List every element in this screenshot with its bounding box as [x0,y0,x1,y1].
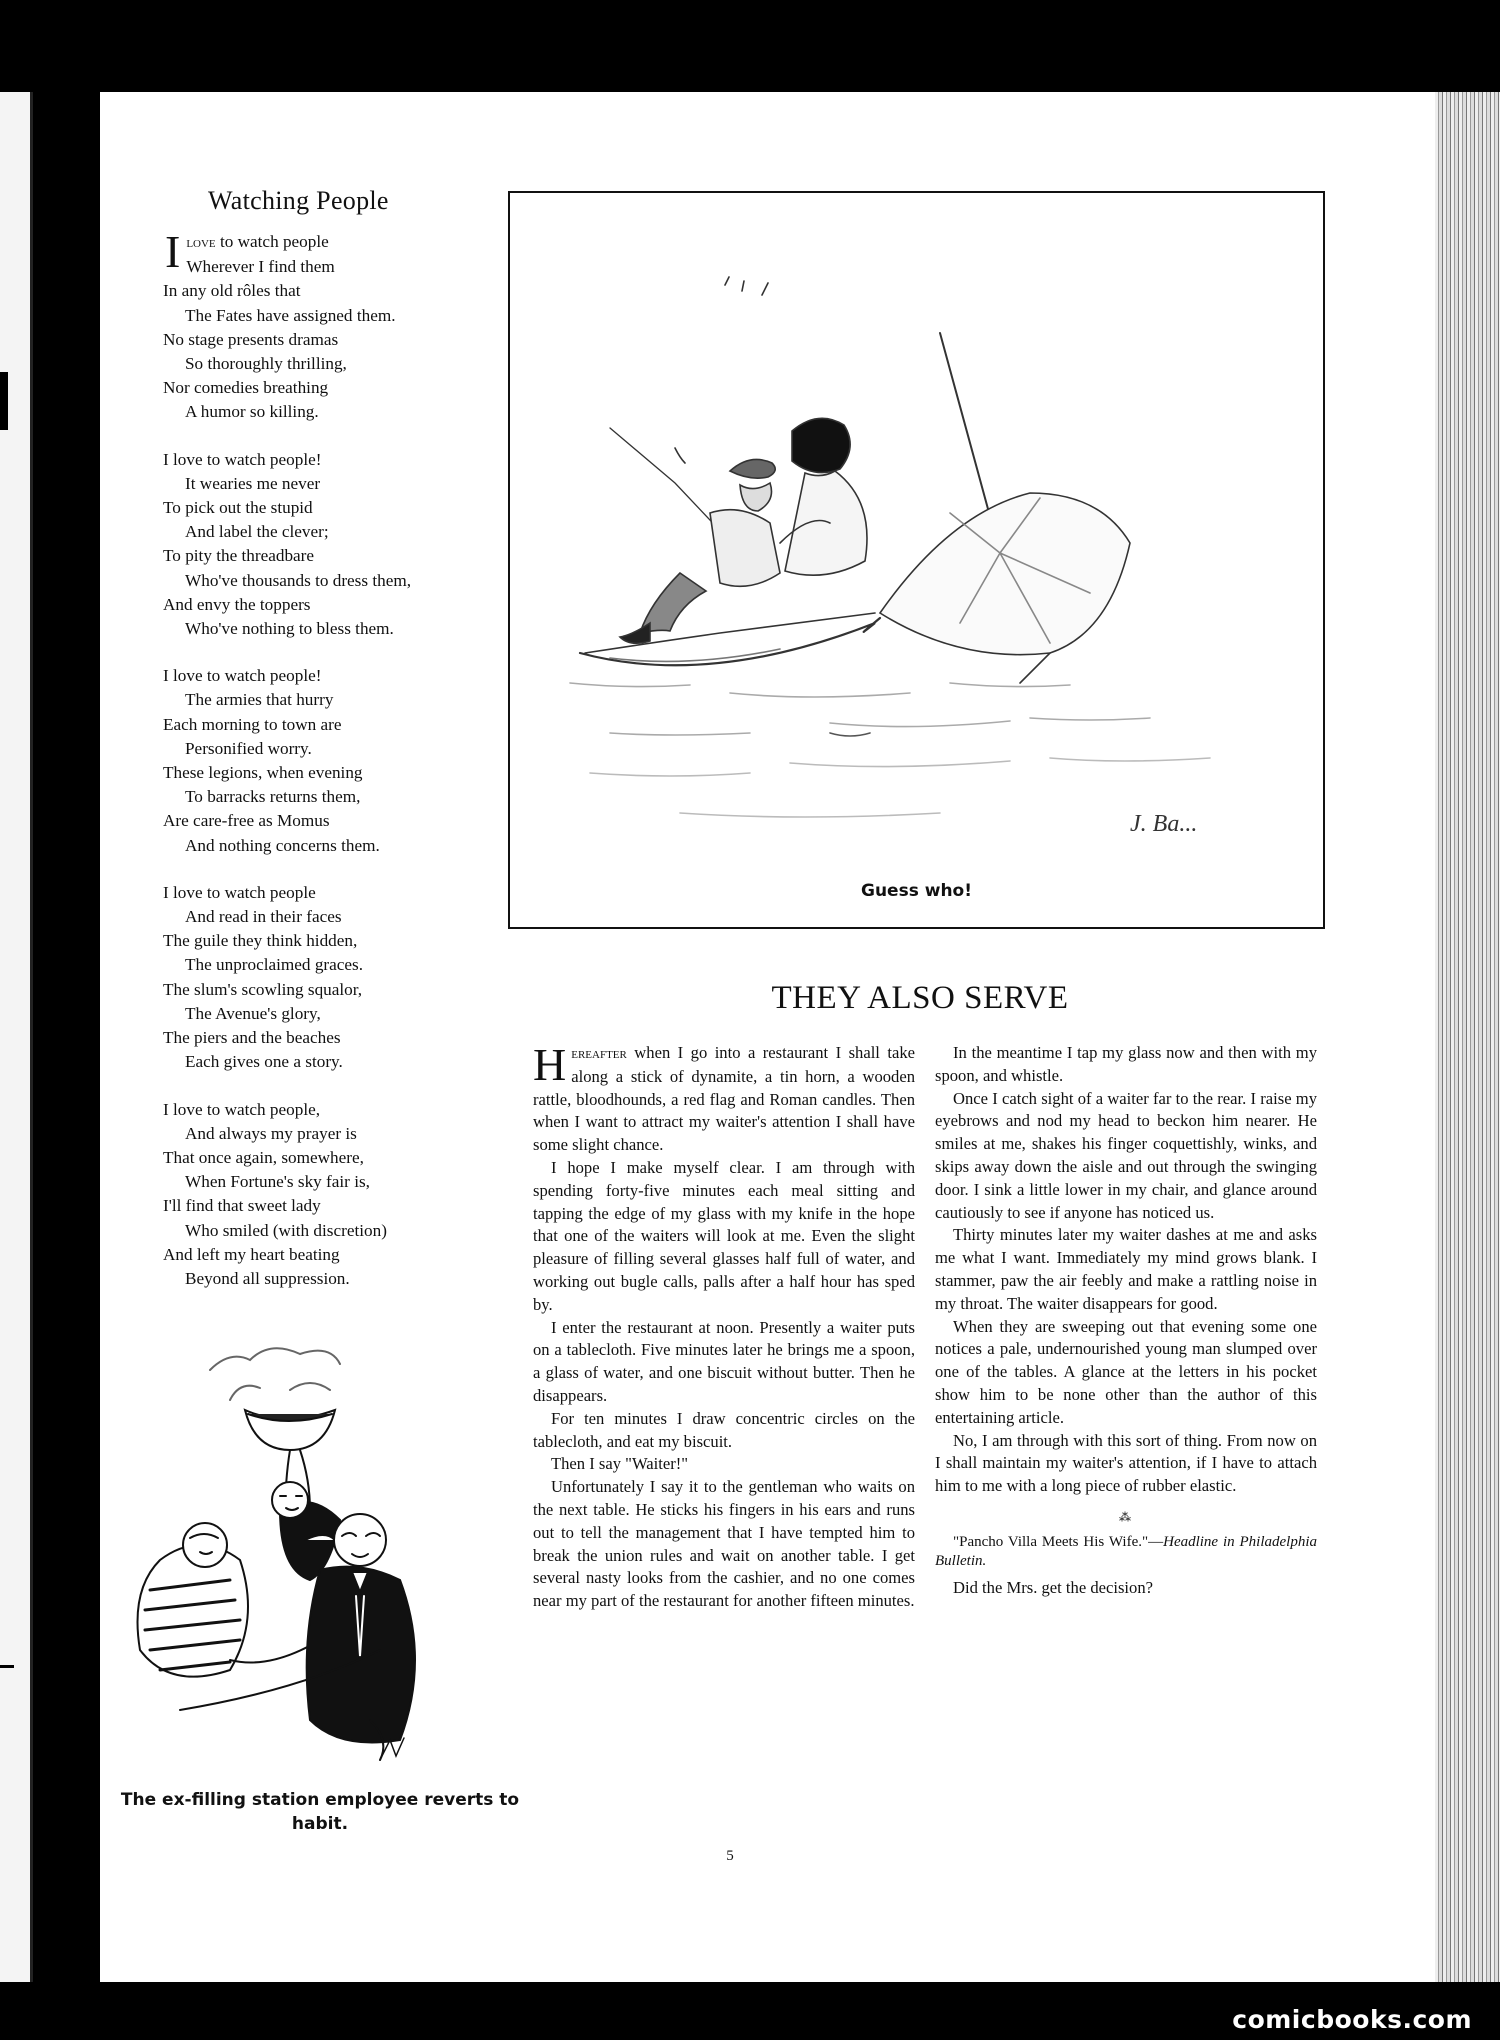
poem-drop-cap: I [165,226,181,277]
poem-line: And left my heart beating [163,1244,340,1264]
poem-line: Wherever I find them [186,257,335,277]
poem-line: Each morning to town are [163,714,342,734]
poem-stanza [163,664,508,858]
article-paragraph: For ten minutes I draw concentric circles on the tablecloth, and eat my biscuit. [533,1408,915,1451]
section-separator: ⁂ [1119,1509,1133,1524]
cartoon-caption: The ex-filling station employee reverts to habit. [120,1790,520,1834]
poem-line: And envy the toppers [163,594,311,614]
poem-line: I'll find that sweet lady [163,1196,321,1216]
article-paragraph-text: when I go into a restaurant I shall take along a stick of dynamite, a tin horn, a wooden rattle, bloodhounds, a red flag and Roman candles. Then when I want to attract my waiter's attention I shall have some slight chance. [533,1043,915,1155]
poem-line: I love to watch people, [163,1099,321,1119]
poem-stanza [163,1098,508,1292]
poem-line: A humor so killing. [185,402,319,422]
poem-small-caps: love [186,235,216,251]
article-small-caps: ereafter [571,1046,627,1062]
poem-line: Personified worry. [185,738,312,758]
binding-mark [0,1665,14,1668]
article-paragraph: Then I say "Waiter!" [551,1454,689,1474]
poem-stanza [163,881,508,1075]
poem-line: Who've nothing to bless them. [185,619,394,639]
clipping-comment: Did the Mrs. get the decision? [953,1577,1154,1597]
poem-line: The unproclaimed graces. [185,955,364,975]
poem-line: These legions, when evening [163,763,363,783]
poem-line-text: to watch people [215,232,329,251]
poem-stanza [163,448,508,642]
artist-signature: J. Ba... [1130,811,1198,837]
poem-line: Who smiled (with discretion) [185,1220,387,1240]
article-paragraph: No, I am through with this sort of thing. From now on I shall maintain my waiter's attention, if I have to attach him to me with a long piece of rubber elastic. [935,1430,1317,1496]
poem-line: I love to watch people [163,882,316,902]
binding-mark [0,372,8,430]
poem-line: And read in their faces [185,907,342,927]
poem-line: No stage presents dramas [163,329,339,349]
poem-line: So thoroughly thrilling, [185,354,347,374]
poem-line: It wearies me never [185,473,321,493]
poem-line: Nor comedies breathing [163,378,329,398]
poem-stanza [163,226,508,425]
poem-line: The armies that hurry [185,690,334,710]
poem-line: And always my prayer is [185,1123,357,1143]
page-number-area [560,0,900,2040]
poem-line: Who've thousands to dress them, [185,570,412,590]
poem-line: The slum's scowling squalor, [163,979,363,999]
article-drop-cap: H [533,1039,567,1090]
poem-line: I love to watch people! [163,666,322,686]
illustration-caption: Guess who! [861,881,972,901]
poem-line: To pick out the stupid [163,498,313,518]
article-paragraph: When they are sweeping out that evening some one notices a pale, undernourished young man slumped over one of the tables. A glance at the letters in his pocket show him to be none other than the author of this entertaining article. [935,1316,1317,1427]
waiter-cartoon [120,1340,520,1780]
poem-line: The guile they think hidden, [163,931,358,951]
clipping-quote: "Pancho Villa Meets His Wife."— [953,1533,1164,1550]
poem-line: And label the clever; [185,522,329,542]
article-column-2 [935,1042,1317,1600]
article-paragraph: In the meantime I tap my glass now and then with my spoon, and whistle. [935,1043,1317,1085]
right-page-stack [1435,92,1500,1982]
poem-line: In any old rôles that [163,281,301,301]
article-paragraph: Unfortunately I say it to the gentleman who waits on the next table. He sticks his fingers in his ears and runs out to tell the management that I have tempted him to break the union rules and wait on another table. I get several nasty looks from the cashier, and no one comes near my part of the restaurant for another fifteen minutes. [533,1477,915,1611]
article-paragraph: Once I catch sight of a waiter far to the rear. I raise my eyebrows and nod my head to beckon him nearer. He smiles at me, shakes his finger coquettishly, winks, and skips away down the aisle and out through the swinging door. I sink a little lower in my chair, and glance around cautiously to see if anyone has noticed us. [935,1088,1317,1222]
page-number: 5 [726,1848,734,1864]
headline-clipping [935,1533,1317,1571]
poem-line: To pity the threadbare [163,546,315,566]
poem-line: The Fates have assigned them. [185,305,396,325]
poem-line: The Avenue's glory, [185,1003,321,1023]
poem-title: Watching People [208,186,389,215]
poem-line: And nothing concerns them. [185,835,380,855]
poem-line: Are care-free as Momus [163,811,330,831]
poem-line: I love to watch people! [163,449,322,469]
poem-line: To barracks returns them, [185,787,361,807]
clipping-source: Headline in Philadelphia Bulletin. [935,1533,1318,1569]
article-title: THEY ALSO SERVE [771,980,1069,1016]
poem-line: Each gives one a story. [185,1052,343,1072]
poem-line: The piers and the beaches [163,1028,341,1048]
poem-line: When Fortune's sky fair is, [185,1172,370,1192]
poem-line: That once again, somewhere, [163,1147,364,1167]
poem-line: Beyond all suppression. [185,1268,350,1288]
article-paragraph: I hope I make myself clear. I am through with spending forty-five minutes each meal sitting and tapping the edge of my glass with my knife in the hope that one of the waiters will look at me. Even the slight pleasure of filling several glasses half full of water, and working out bugle calls, palls after a half hour has sped by. [533,1157,915,1314]
poem-body [163,226,508,1314]
watermark: comicbooks.com [1232,2005,1472,2034]
article-paragraph: Thirty minutes later my waiter dashes at me and asks me what I want. Immediately my mind grows blank. I stammer, paw the air feebly and make a rattling noise in my throat. The waiter disappears for good. [935,1225,1317,1313]
article-paragraph: I enter the restaurant at noon. Presently a waiter puts on a tablecloth. Five minutes later he brings me a spoon, a glass of water, and one biscuit without butter. Then he disappears. [533,1317,915,1405]
